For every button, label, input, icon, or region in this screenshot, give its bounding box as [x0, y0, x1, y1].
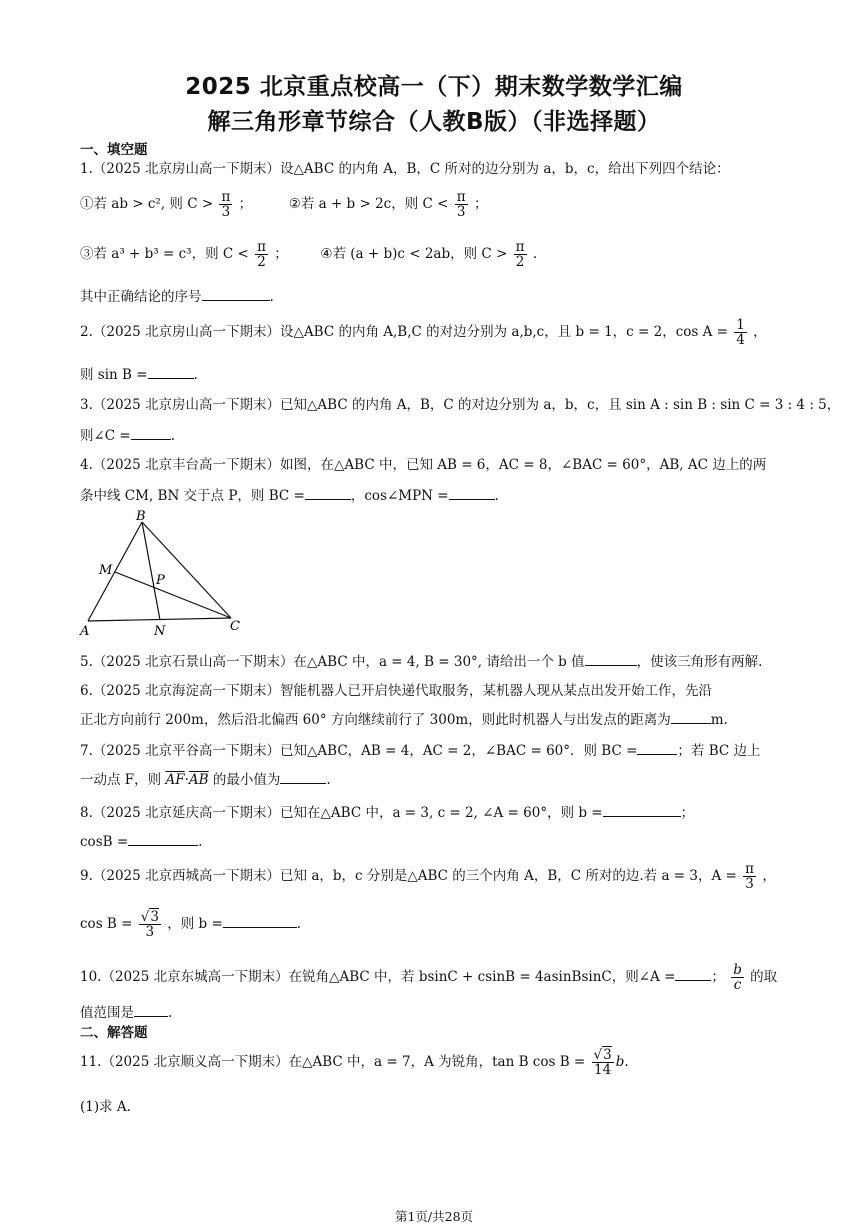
answer-blank[interactable]	[131, 426, 171, 440]
label-c: C	[230, 619, 240, 634]
label-p: P	[156, 573, 165, 588]
fraction-pi-over-3: $\frac{\pi}{3}$	[745, 861, 755, 893]
section-fill-blank: 一、填空题	[80, 142, 148, 158]
answer-blank[interactable]	[280, 770, 326, 784]
q1-conclusions-row2: ③若 a³ + b³ = c³，则 C < $\frac{\pi}{2}$ ； ④若 (a + b)c < 2ab，则 C > $\frac{\pi}{2}$ .	[80, 239, 538, 271]
fraction-one-quarter: $\frac{1}{4}$	[736, 317, 745, 349]
fraction-pi-over-3: $\frac{\pi}{3}$	[456, 189, 466, 221]
page-title: 2025 北京重点校高一（下）期末数学数学汇编	[185, 74, 683, 100]
q1-ask: 其中正确结论的序号 .	[80, 289, 274, 305]
label-m: M	[99, 563, 113, 578]
q1-conclusion-4: ④若 (a + b)c < 2ab，则 C >	[320, 246, 508, 263]
answer-blank[interactable]	[449, 486, 495, 500]
answer-blank[interactable]	[637, 741, 677, 755]
section-answer-questions: 二、解答题	[80, 1025, 148, 1041]
answer-blank[interactable]	[202, 287, 270, 301]
q4-stem: 4.（2025 北京丰台高一下期末）如图，在△ABC 中，已知 AB = 6，AC = 8，∠BAC = 60°，AB, AC 边上的两	[80, 457, 767, 473]
answer-blank[interactable]	[585, 652, 637, 666]
answer-blank[interactable]	[128, 832, 198, 846]
vector-af: $\overline{AF}$	[165, 772, 185, 788]
answer-blank[interactable]	[305, 486, 351, 500]
vector-ab: $\overline{AB}$	[188, 772, 209, 788]
q1-conclusions-row1: ①若 ab > c², 则 C > $\frac{\pi}{3}$ ； ②若 a + b > 2c，则 C < $\frac{\pi}{3}$ ；	[80, 189, 488, 221]
q9-stem-line1: 9.（2025 北京西城高一下期末）已知 a，b，c 分别是△ABC 的三个内角 A，B，C 所对的边.若 a = 3，A = $\frac{\pi}{3}$ ，	[80, 861, 776, 893]
segment-bc	[142, 522, 231, 618]
label-b: B	[136, 509, 146, 524]
q10-stem-line1: 10.（2025 北京东城高一下期末）在锐角△ABC 中，若 bsinC + csinB = 4asinBsinC，则∠A = ； $\frac{b}{c}$ 的取	[80, 962, 778, 994]
fraction-pi-over-3: $\frac{\pi}{3}$	[221, 189, 231, 221]
q11-stem: 11.（2025 北京顺义高一下期末）在△ABC 中，a = 7，A 为锐角，tan B cos B = $\frac{√3}{14}$ b.	[80, 1047, 629, 1079]
answer-blank[interactable]	[134, 1003, 168, 1017]
q1-conclusion-3: ③若 a³ + b³ = c³，则 C <	[80, 246, 249, 263]
answer-blank[interactable]	[603, 803, 681, 817]
answer-blank[interactable]	[223, 914, 297, 928]
q7-stem-line1: 7.（2025 北京平谷高一下期末）已知△ABC，AB = 4，AC = 2，∠BAC = 60°．则 BC = ；若 BC 边上	[80, 743, 761, 759]
q2-stem: 2.（2025 北京房山高一下期末）设△ABC 的内角 A,B,C 的对边分别为 a,b,c，且 b = 1，c = 2，cos A = $\frac{1}{4}$ ，	[80, 317, 767, 349]
segment-ab	[88, 522, 142, 621]
answer-blank[interactable]	[675, 967, 711, 981]
q5-stem: 5.（2025 北京石景山高一下期末）在△ABC 中，a = 4, B = 30°, 请给出一个 b 值 ，使该三角形有两解.	[80, 654, 763, 670]
q2-ask: 则 sin B = .	[80, 367, 198, 383]
median-bn	[142, 522, 160, 620]
q1-conclusion-2: ②若 a + b > 2c，则 C <	[288, 196, 449, 213]
q6-stem-line2: 正北方向前行 200m，然后沿北偏西 60° 方向继续前行了 300m，则此时机器人与出发点的距离为 m.	[80, 712, 728, 728]
page-footer: 第1页/共28页	[394, 1209, 474, 1224]
answer-blank[interactable]	[671, 710, 711, 724]
q6-stem-line1: 6.（2025 北京海淀高一下期末）智能机器人已开启快递代取服务，某机器人现从某点出发开始工作，先沿	[80, 683, 713, 699]
median-cm	[115, 572, 231, 618]
q1-stem: 1.（2025 北京房山高一下期末）设△ABC 的内角 A，B，C 所对的边分别为 a，b，c，给出下列四个结论：	[80, 161, 730, 177]
fraction-pi-over-2: $\frac{\pi}{2}$	[515, 239, 525, 271]
q8-stem-line2: cosB = .	[80, 834, 203, 850]
q1-conclusion-1: ①若 ab > c², 则 C >	[80, 196, 214, 213]
q3-ask: 则∠C = .	[80, 428, 176, 444]
label-n: N	[154, 624, 166, 639]
q10-stem-line2: 值范围是 .	[80, 1005, 173, 1021]
q11-part1: (1)求 A.	[80, 1099, 131, 1115]
label-a: A	[80, 624, 90, 639]
q9-stem-line2: cos B = $\frac{√3}{3}$ ，则 b = .	[80, 909, 302, 941]
q8-stem-line1: 8.（2025 北京延庆高一下期末）已知在△ABC 中，a = 3, c = 2, ∠A = 60°，则 b = ；	[80, 805, 695, 821]
q7-stem-line2: 一动点 F，则 $\overline{AF}\cdot\overline{AB}$ 的最小值为 .	[80, 772, 331, 788]
triangle-figure	[74, 506, 254, 640]
fraction-sqrt3-over-3: $\frac{√3}{3}$	[140, 909, 159, 941]
fraction-b-over-c: $\frac{b}{c}$	[733, 962, 742, 994]
fraction-pi-over-2: $\frac{\pi}{2}$	[257, 239, 266, 271]
q4-ask: 条中线 CM, BN 交于点 P，则 BC = ，cos∠MPN = .	[80, 488, 499, 504]
page-subtitle: 解三角形章节综合（人教B版）（非选择题）	[207, 109, 661, 135]
q3-stem: 3.（2025 北京房山高一下期末）已知△ABC 的内角 A，B，C 的对边分别为 a，b，c，且 sin A : sin B : sin C = 3 : 4 : 5，	[80, 397, 841, 413]
fraction-sqrt3-over-14: $\frac{√3}{14}$	[593, 1047, 612, 1079]
answer-blank[interactable]	[148, 365, 194, 379]
